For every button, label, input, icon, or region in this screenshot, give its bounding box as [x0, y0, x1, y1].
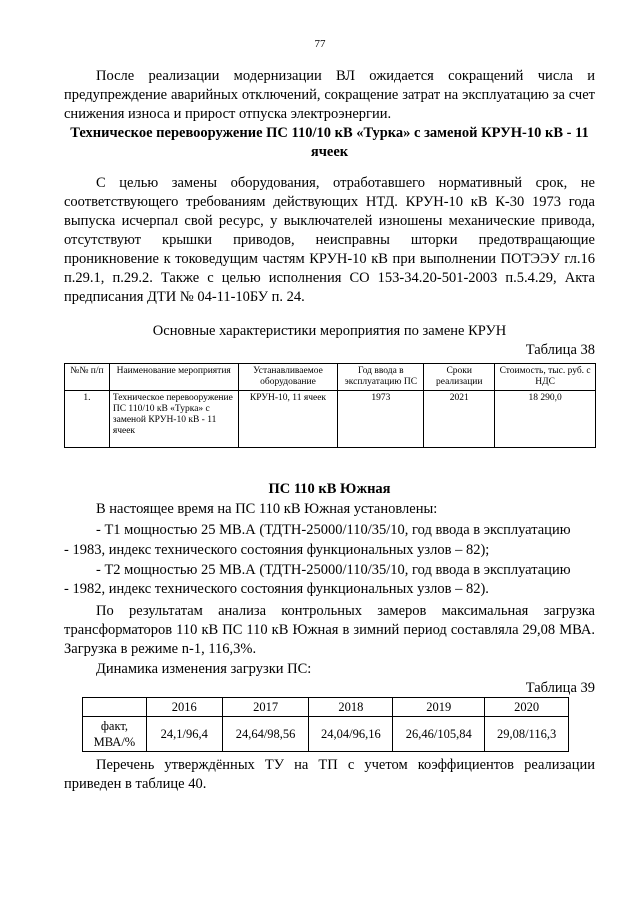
table-39-year: 2019 — [393, 698, 485, 717]
table-38-name: Техническое перевооружение ПС 110/10 кВ «Турка» с заменой КРУН-10 кВ - 11 ячеек — [109, 391, 238, 448]
section-title-yuzhnaya: ПС 110 кВ Южная — [268, 481, 391, 497]
t1-line-1: - Т1 мощностью 25 МВ.А (ТДТН-25000/110/35/10, год ввода в эксплуатацию — [96, 522, 571, 538]
table-39-value: 24,1/96,4 — [146, 717, 222, 752]
table-38-cost: 18 290,0 — [495, 391, 596, 448]
table-row — [83, 717, 569, 752]
load-analysis-paragraph: По результатам анализа контрольных замеров максимальная загрузка трансформаторов 110 кВ ПС 110 кВ Южная в зимний период составляла 29,08 МВА. Загрузка в режиме n-1, 116,3%. — [64, 603, 595, 657]
dynamics-label: Динамика изменения загрузки ПС: — [96, 661, 312, 677]
table-38 — [64, 363, 596, 448]
table-39-year: 2020 — [485, 698, 569, 717]
table-38-header-cell: Сроки реализации — [424, 364, 495, 391]
table-38-equipment: КРУН-10, 11 ячеек — [238, 391, 338, 448]
table-38-header-cell: Наименование мероприятия — [109, 364, 238, 391]
table-39-header-row — [83, 698, 569, 717]
table-38-year: 1973 — [338, 391, 424, 448]
table-38-num: 1. — [65, 391, 110, 448]
page-number: 77 — [314, 38, 326, 50]
section-title-turka: Техническое перевооружение ПС 110/10 кВ «Турка» с заменой КРУН-10 кВ - 11 ячеек — [70, 125, 589, 160]
table-39-value: 24,64/98,56 — [222, 717, 309, 752]
t2-line-2: - 1982, индекс технического состояния функциональных узлов – 82). — [64, 581, 489, 597]
t1-line-2: - 1983, индекс технического состояния функциональных узлов – 82); — [64, 542, 490, 558]
table-39-corner — [83, 698, 147, 717]
table-38-header-row — [65, 364, 596, 391]
table-39-year: 2018 — [309, 698, 393, 717]
table-38-header-cell: №№ п/п — [65, 364, 110, 391]
table-38-label: Таблица 38 — [525, 342, 595, 358]
table-row — [65, 391, 596, 448]
table-38-header-cell: Год ввода в эксплуатацию ПС — [338, 364, 424, 391]
table-39-value: 29,08/116,3 — [485, 717, 569, 752]
yuzhnaya-intro: В настоящее время на ПС 110 кВ Южная установлены: — [96, 501, 438, 517]
closing-paragraph: Перечень утверждённых ТУ на ТП с учетом коэффициентов реализации приведен в таблице 40. — [64, 757, 595, 792]
table-39-value: 26,46/105,84 — [393, 717, 485, 752]
turka-paragraph: С целью замены оборудования, отработавшего нормативный срок, не соответствующего требованиям действующих НТД. КРУН-10 кВ К-30 1973 года выпуска исчерпал свой ресурс, у выключателей изношены механические привода, отсутствуют крышки приводов, неисправны шторки предотвращающие проникновение к токоведущим частям КРУН-10 кВ при выполнении ПОТЭЭУ гл.16 п.29.1, п.29.2. Также с целью исполнения СО 153-34.20-501-2003 п.5.4.29, Акта предписания ДТИ № 04-11-10БУ п. 24. — [64, 175, 595, 305]
table-39-value: 24,04/96,16 — [309, 717, 393, 752]
table-39-row-label: факт, МВА/% — [83, 717, 147, 752]
table-38-term: 2021 — [424, 391, 495, 448]
t2-line-1: - Т2 мощностью 25 МВ.А (ТДТН-25000/110/35/10, год ввода в эксплуатацию — [96, 562, 571, 578]
table-39-year: 2016 — [146, 698, 222, 717]
table-39-year: 2017 — [222, 698, 309, 717]
table-39 — [82, 697, 569, 752]
intro-paragraph: После реализации модернизации ВЛ ожидается сокращений числа и предупреждение аварийных отключений, сокращение затрат на эксплуатацию за счет снижения износа и прирост отпуска электроэнергии. — [64, 68, 595, 122]
table-38-header-cell: Стоимость, тыс. руб. с НДС — [495, 364, 596, 391]
table-38-header-cell: Устанавливаемое оборудование — [238, 364, 338, 391]
table-39-label: Таблица 39 — [525, 680, 595, 696]
table-38-caption: Основные характеристики мероприятия по замене КРУН — [152, 323, 507, 339]
